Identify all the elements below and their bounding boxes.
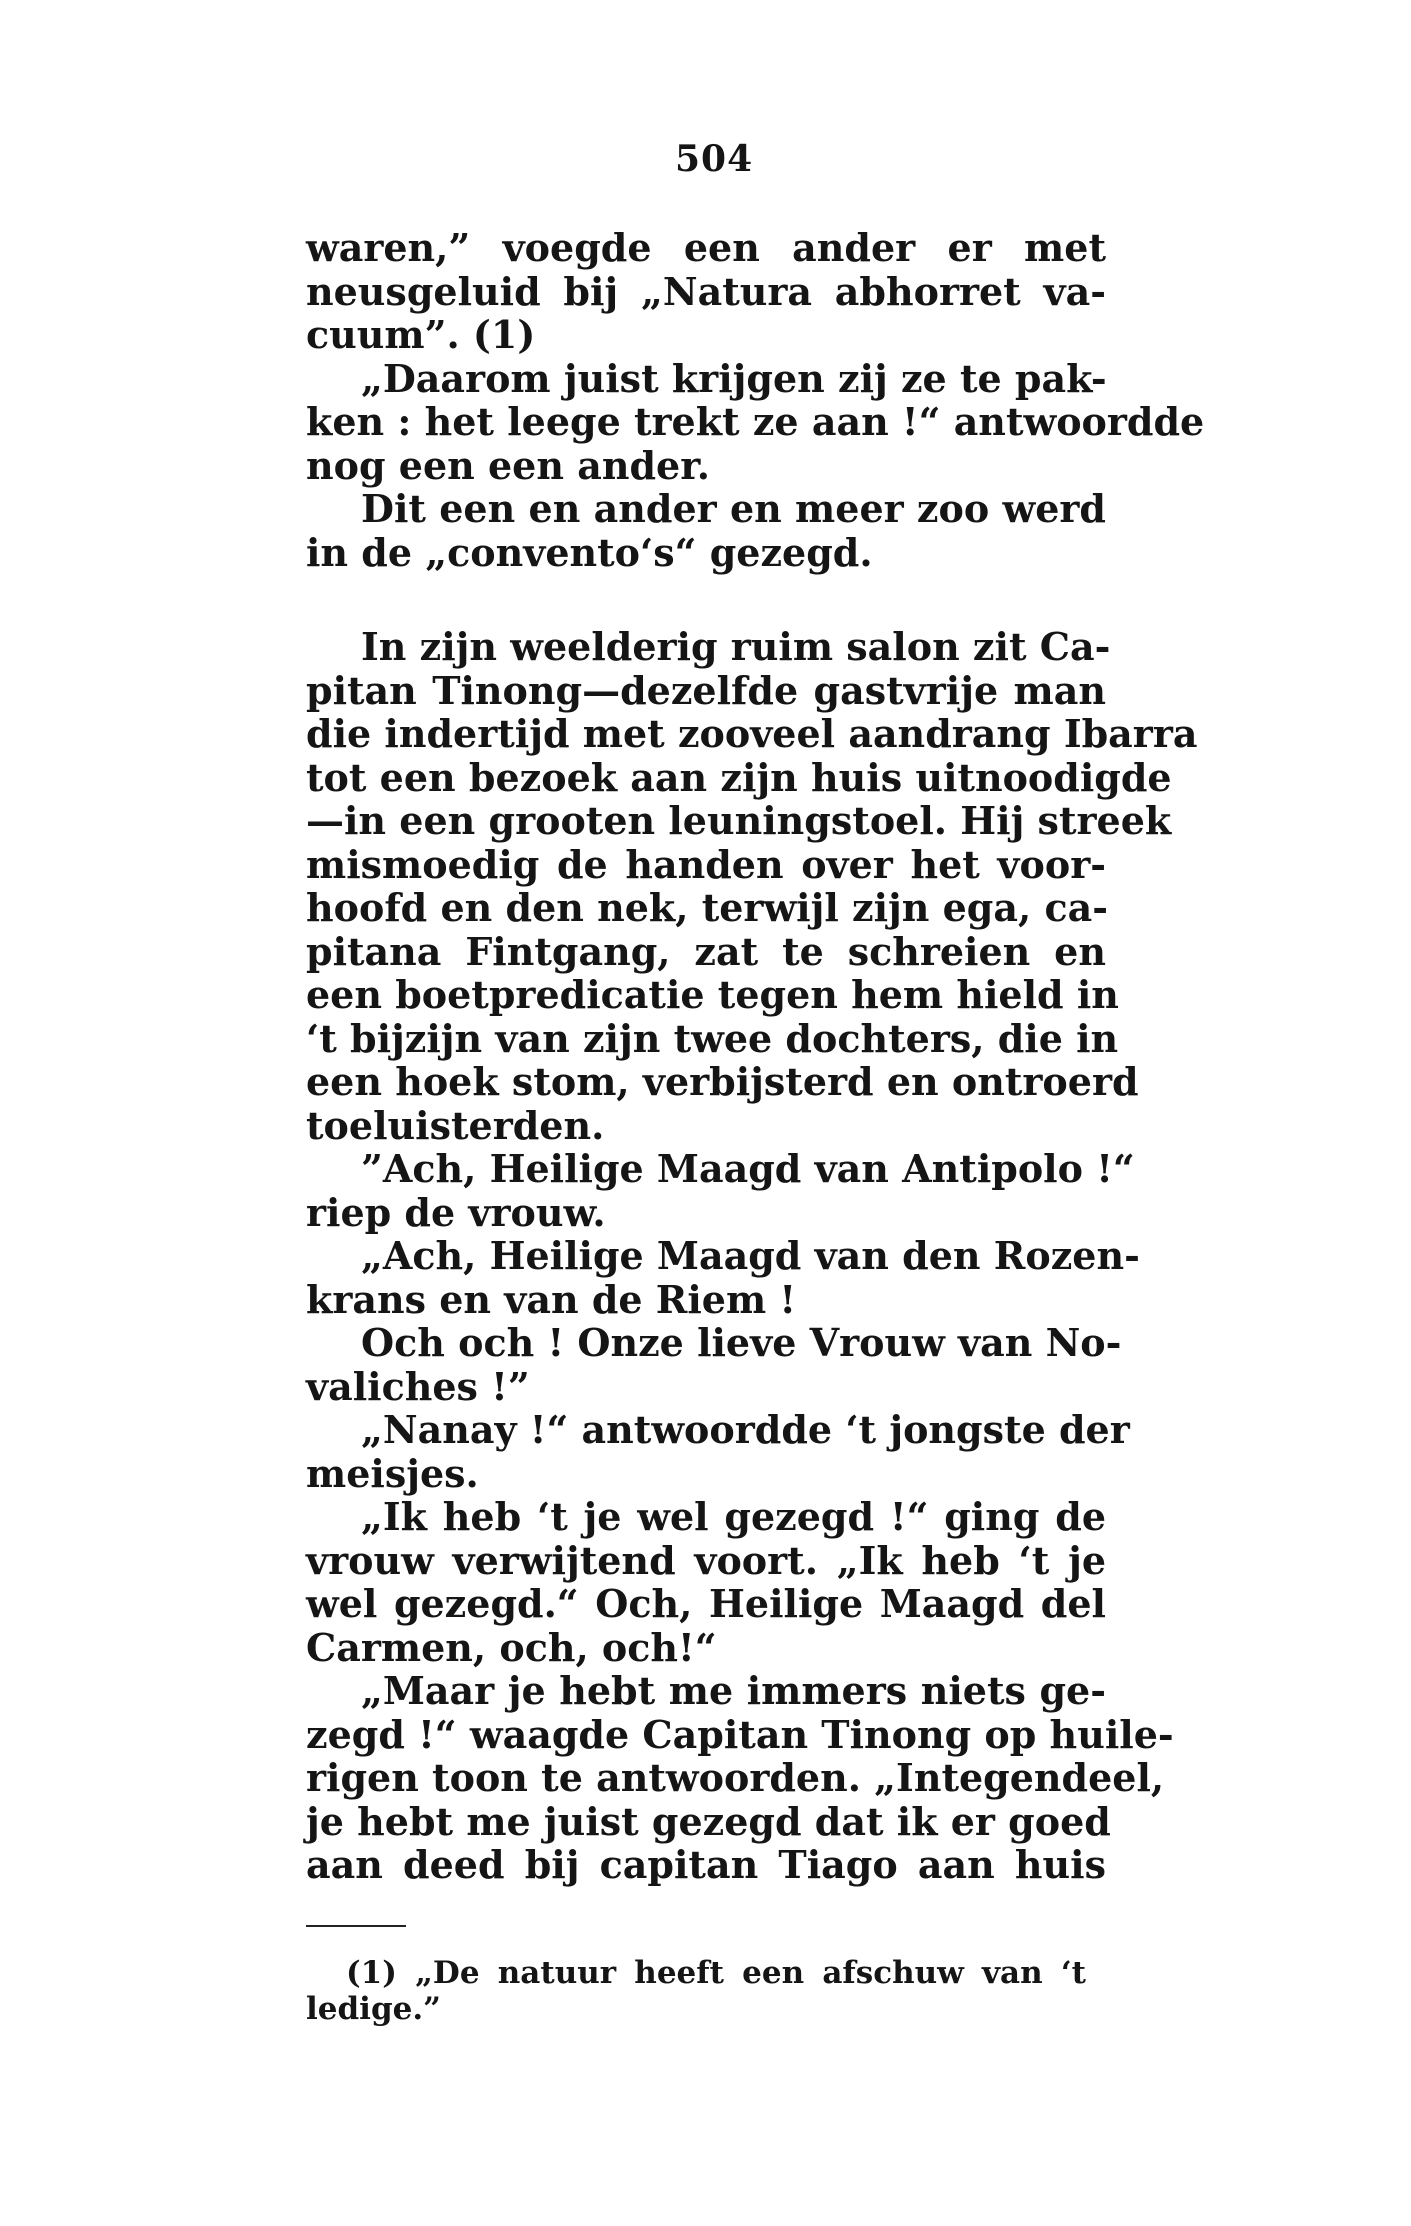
text-line: „Ach, Heilige Maagd van den Rozen- [361, 1233, 1140, 1278]
text-line: pitana Fintgang, zat te schreien en [306, 928, 1106, 974]
text-line: „Daarom juist krijgen zij ze te pak- [361, 355, 1107, 401]
text-line: waren,” voegde een ander er met [306, 225, 1106, 270]
page-number: 504 [675, 138, 754, 180]
text-line: neusgeluid bij „Natura abhorret va- [306, 268, 1106, 314]
text-line: in de „convento‘s“ gezegd. [306, 529, 873, 575]
text-line: toeluisterden. [306, 1102, 605, 1148]
text-line: die indertijd met zooveel aandrang Ibarra [306, 711, 1198, 756]
text-line: een hoek stom, verbijsterd en ontroerd [306, 1059, 1139, 1104]
footnote-line: (1) „De natuur heeft een afschuw van ‘t [346, 1955, 1086, 1991]
text-line: een boetpredicatie tegen hem hield in [306, 972, 1119, 1017]
text-line: je hebt me juist gezegd dat ik er goed [306, 1798, 1111, 1844]
text-line: „Ik heb ‘t je wel gezegd !“ ging de [361, 1494, 1106, 1539]
text-line: cuum”. (1) [306, 312, 536, 357]
text-line: vrouw verwijtend voort. „Ik heb ‘t je [306, 1537, 1106, 1583]
text-line: riep de vrouw. [306, 1189, 606, 1235]
text-line: meisjes. [306, 1450, 479, 1496]
text-line: rigen toon te antwoorden. „Integendeel, [306, 1755, 1165, 1800]
text-line: pitan Tinong—dezelfde gastvrije man [306, 667, 1106, 713]
text-line: ken : het leege trekt ze aan !“ antwoordde [306, 399, 1205, 444]
text-line: „Maar je hebt me immers niets ge- [361, 1668, 1106, 1713]
text-line: zegd !“ waagde Capitan Tinong op huile- [306, 1711, 1174, 1757]
text-line: ”Ach, Heilige Maagd van Antipolo !“ [361, 1146, 1135, 1191]
text-line: Dit een en ander en meer zoo werd [361, 486, 1106, 531]
footnote [306, 1955, 1086, 2027]
text-line: mismoedig de handen over het voor- [306, 841, 1106, 887]
text-line: hoofd en den nek, terwijl zijn ega, ca- [306, 885, 1108, 930]
footnote-divider [306, 1925, 406, 1927]
footnote-line: ledige.” [306, 1991, 441, 2027]
text-line: Och och ! Onze lieve Vrouw van No- [361, 1320, 1122, 1365]
text-line: krans en van de Riem ! [306, 1276, 797, 1322]
text-line: Carmen, och, och!“ [306, 1624, 717, 1670]
text-line: tot een bezoek aan zijn huis uitnoodigde [306, 754, 1172, 800]
text-line: valiches !” [306, 1363, 530, 1409]
text-line: wel gezegd.“ Och, Heilige Maagd del [306, 1581, 1106, 1626]
paragraph-block-1 [306, 225, 1205, 575]
paragraph-block-2 [306, 624, 1198, 1887]
text-line: nog een een ander. [306, 442, 710, 488]
text-line: „Nanay !“ antwoordde ‘t jongste der [361, 1407, 1130, 1452]
text-line: —in een grooten leuningstoel. Hij streek [306, 798, 1172, 843]
text-line: ‘t bijzijn van zijn twee dochters, die in [306, 1015, 1119, 1061]
text-line: aan deed bij capitan Tiago aan huis [306, 1842, 1106, 1887]
text-line: In zijn weelderig ruim salon zit Ca- [361, 624, 1111, 669]
